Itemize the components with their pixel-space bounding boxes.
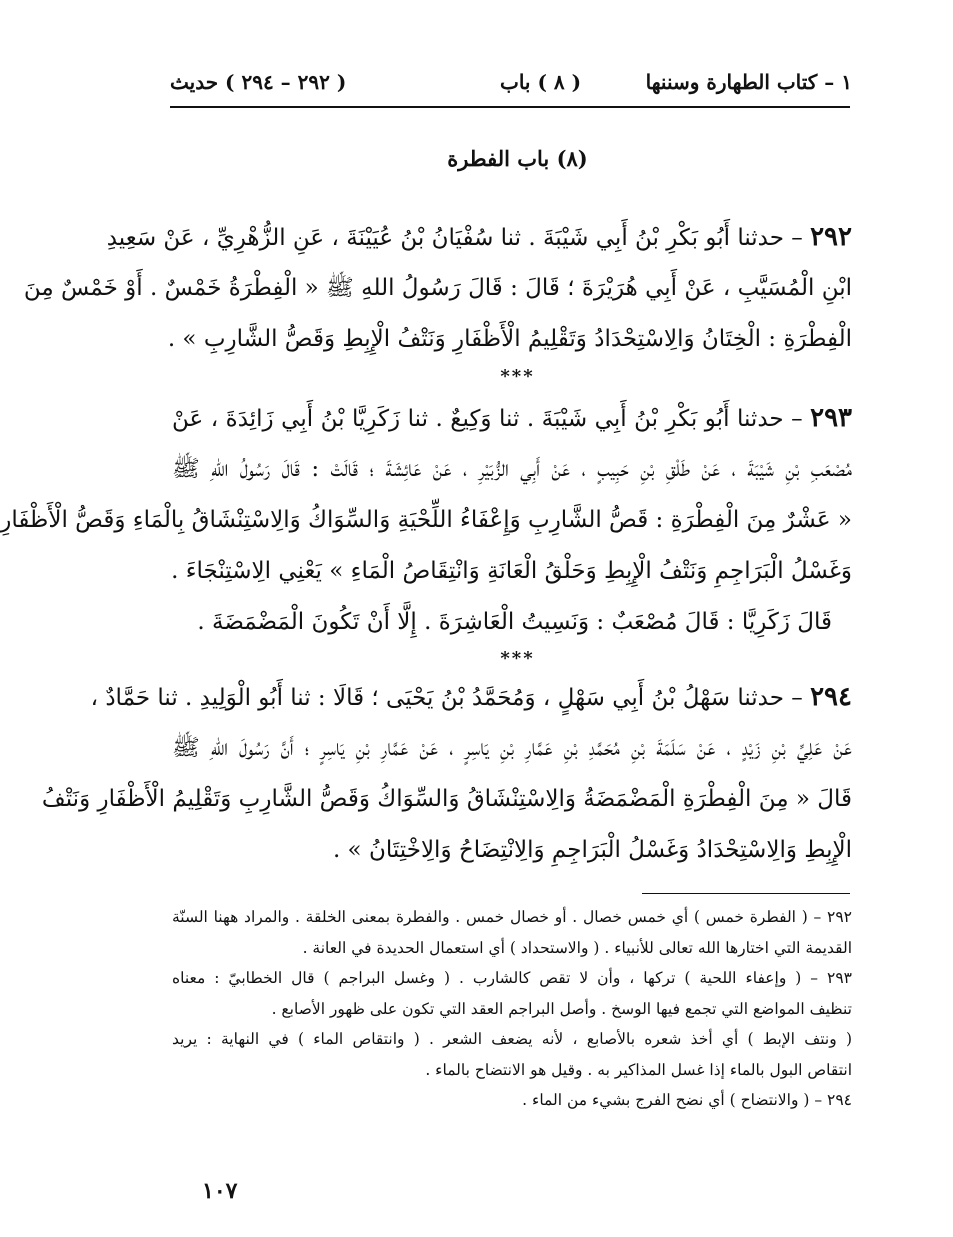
- hadith-line: مُصْعَبِ بْنِ شَيْبَةَ ، عَنْ طَلْقِ بْنِ حَبِيبٍ ، عَنْ أَبِي الزُّبَيْرِ ، عَنْ عَائِشَةَ ؛ قَالَتْ : قَالَ رَسُولُ اللهِ ﷺ: [172, 456, 852, 482]
- hadith-line: ٢٩٣ – حدثنا أَبُو بَكْرِ بْنُ أَبِي شَيْبَةَ . ثنا وَكِيعٌ . ثنا زَكَرِيَّا بْنُ أَبِي زَائِدَةَ ، عَنْ: [172, 403, 853, 433]
- footnote-line: تنظيف المواضع التي تجمع فيها الوسخ . وأصل البراجم العقد التي تكون على ظهور الأصابع .: [271, 999, 852, 1018]
- hadith-line: « عَشْرٌ مِنَ الْفِطْرَةِ : قَصُّ الشَّارِبِ وَإِعْفَاءُ اللِّحْيَةِ وَالسِّوَاكُ وَالِاسْتِنْشَاقُ بِالْمَاءِ وَقَصُّ الْأَظْفَارِ: [0, 507, 852, 533]
- hadith-number: ٢٩٤: [810, 682, 852, 712]
- hadith-number: ٢٩٢: [810, 222, 852, 252]
- hadith-293: [0, 393, 853, 648]
- footnote-line: ٢٩٢ – ( الفطرة خمس ) أي خمس خصال . أو خصال خمس . والفطرة بمعنى الخلقة . والمراد ههنا السنّة: [172, 908, 852, 926]
- header-chapter: ( ٨ ) باب: [500, 70, 582, 94]
- header-book-title: ١ – كتاب الطهارة وسننها: [645, 70, 852, 94]
- hadith-line: وَغَسْلُ الْبَرَاجِمِ وَنَتْفُ الْإِبِطِ وَحَلْقُ الْعَانَةِ وَانْتِقَاصُ الْمَاءِ » يَعْنِي الِاسْتِنْجَاءَ .: [171, 558, 852, 584]
- header-rule: [170, 106, 850, 108]
- footnote-line: ( ونتف الإبط ) أي أخذ شعره بالأصابع ، لأنه يضعف الشعر . ( وانتقاص الماء ) في النهاية : يريد: [172, 1030, 852, 1048]
- footnote-line: انتقاص البول بالماء إذا غسل المذاكير به . وقيل هو الانتضاح بالماء .: [425, 1060, 852, 1079]
- header-hadith-range: ( ٢٩٢ – ٢٩٤ ) حديث: [170, 70, 347, 94]
- separator-stars: ***: [500, 366, 535, 387]
- hadith-line: ابْنِ الْمُسَيَّبِ ، عَنْ أَبِي هُرَيْرَةَ ؛ قَالَ : قَالَ رَسُولُ اللهِ ﷺ « الْفِطْرَةُ خَمْسٌ . أَوْ خَمْسٌ مِنَ: [23, 275, 852, 301]
- footnotes: [172, 902, 852, 1116]
- hadith-line: قَالَ « مِنَ الْفِطْرَةِ الْمَضْمَضَةُ وَالِاسْتِنْشَاقُ وَالسِّوَاكُ وَقَصُّ الشَّارِبِ وَتَقْلِيمُ الْأَظْفَارِ وَنَتْفُ: [41, 786, 852, 812]
- separator-stars: ***: [500, 648, 535, 669]
- hadith-294: [41, 672, 852, 876]
- hadith-line: عَنْ عَلِيِّ بْنِ زَيْدٍ ، عَنْ سَلَمَةَ بْنِ مُحَمَّدِ بْنِ عَمَّارِ بْنِ يَاسِرٍ ، عَنْ عَمَّارِ بْنِ يَاسِرٍ ؛ أَنَّ رَسُولَ اللهِ ﷺ: [172, 735, 852, 761]
- hadith-number: ٢٩٣: [810, 403, 853, 433]
- footnote-line: القديمة التي اختارها الله تعالى للأنبياء . ( والاستحداد ) أي استعمال الحديدة في العانة .: [302, 938, 852, 957]
- footnote-rule: [642, 893, 850, 894]
- chapter-title: (٨) باب الفطرة: [447, 146, 588, 171]
- footnote-line: ٢٩٣ – ( وإعفاء اللحية ) تركها ، وأن لا تقص كالشارب . ( وغسل البراجم ) قال الخطابيّ : معناه: [172, 969, 852, 987]
- page-number: ١٠٧: [202, 1178, 238, 1204]
- hadith-292: [23, 212, 852, 365]
- footnote-line: ٢٩٤ – ( والانتضاح ) أي نضح الفرج بشيء من الماء .: [522, 1091, 852, 1109]
- hadith-line: الْإِبِطِ وَالِاسْتِحْدَادُ وَغَسْلُ الْبَرَاجِمِ وَالِانْتِضَاحُ وَالِاخْتِتَانُ » .: [332, 837, 852, 863]
- hadith-line: قَالَ زَكَرِيَّا : قَالَ مُصْعَبٌ : وَنَسِيتُ الْعَاشِرَةَ . إِلَّا أَنْ تَكُونَ الْمَضْمَضَةَ .: [197, 609, 832, 635]
- hadith-line: ٢٩٢ – حدثنا أَبُو بَكْرِ بْنُ أَبِي شَيْبَةَ . ثنا سُفْيَانُ بْنُ عُيَيْنَةَ ، عَنِ الزُّهْرِيِّ ، عَنْ سَعِيدِ: [106, 222, 852, 252]
- hadith-line: الْفِطْرَةِ : الْخِتَانُ وَالِاسْتِحْدَادُ وَتَقْلِيمُ الْأَظْفَارِ وَنَتْفُ الْإِبِطِ وَقَصُّ الشَّارِبِ » .: [167, 326, 852, 352]
- running-header: [170, 70, 852, 104]
- hadith-line: ٢٩٤ – حدثنا سَهْلُ بْنُ أَبِي سَهْلٍ ، وَمُحَمَّدُ بْنُ يَحْيَى ؛ قَالَا : ثنا أَبُو الْوَلِيدِ . ثنا حَمَّادٌ ،: [90, 682, 852, 712]
